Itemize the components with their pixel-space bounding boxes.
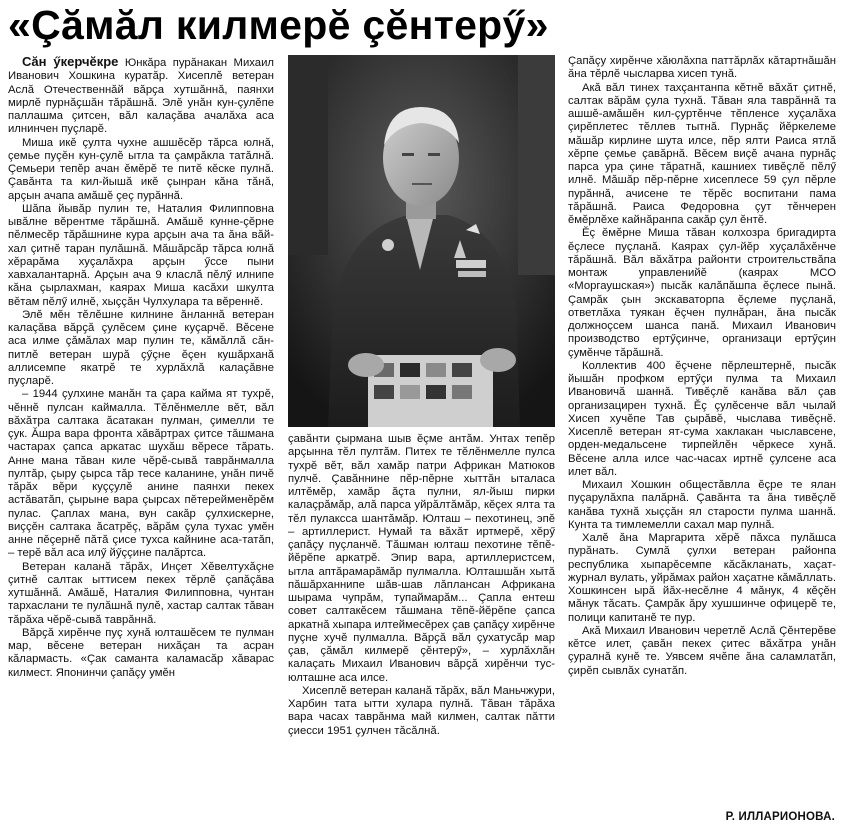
lead-words: Сӑн ӳкерчӗкре: [22, 55, 119, 69]
paragraph: Ĕç ӗмӗрне Миша тӑван колхозра бригадирта ӗçлесе пуçланӑ. Каярах çул-йӗр хуçалӑхӗнче тӑрӑшнӑ. Вӑл вӑхӑтра районти строительствӑпа монтаж управленийӗ (каярах МСО «Моргаушская») пысӑк калӑпӑшпа ӗçлесе пынӑ. Çамрӑк çын экскаваторпа ӗçлеме пуçланӑ, ответлӑха туякан ӗçчен пулнӑран, ӑна пысӑк должноçсем шанса панӑ. Михаил Иванович производство ертӳçинче, организаци ертӳçин çумӗнче тӑрӑшнӑ.: [568, 227, 836, 359]
paragraph: Шӑпа йывӑр пулин те, Наталия Филипповна ывӑлне вӗрентме тӑрӑшнӑ. Амӑшӗ кунне-çӗрне пӗлмесӗр тӑрӑшнине кура арçын ача та ӑна вӑй-хал çитнӗ таран пулӑшнӑ. Мӑшӑрсӑр тӑрса юлнӑ хӗрарӑма хуçалӑхра арçын ӳссе пыни хавхалантарнӑ. Арçын ача 9 класлӑ пӗлӳ илнипе кӑна çырлахман, каярах Миша касӑхи шкулта вӗтам пӗлӳ илнӗ, хыççӑн Чулхулара та вӗреннӗ.: [8, 202, 274, 308]
paragraph: Акӑ Михаил Иванович черетлӗ Аслӑ Çӗнтерӗве кӗтсе илет, çавӑн пекех çитес вӑхӑтра унӑн çуралнӑ кунӗ те. Уявсем ячӗпе ӑна саламлатӑп, çирӗп сывлӑх сунатӑп.: [568, 624, 836, 677]
author-signature: Р. ИЛЛАРИОНОВА.: [725, 811, 835, 823]
headline: «Çӑмӑл килмерӗ çӗнтерӳ»: [8, 2, 549, 48]
paragraph: Михаил Хошкин общестӑвлла ӗçре те ялан пуçарулӑхпа палӑрнӑ. Çавӑнта та ӑна тивӗçлӗ канӑва тухнӑ хыççӑн ял старости пулма шаннӑ. Кунта та тимлемелли сахал мар пулнӑ.: [568, 479, 836, 531]
paragraph: Коллектив 400 ӗçчене пӗрлештернӗ, пысӑк йышӑн профком ертӳçи пулма та Михаил Ивановичӑ шаннӑ. Тивӗçлӗ канӑва вӑл çав организацирен тухнӑ. Ĕç çулӗсенче вӑл чылай Хисеп хучӗпе Тав çырӑвӗ, чыслава тивӗçнӗ. Хисеплӗ ветеран ят-сума хаклакан чыславсене, орден-медальсене тирпейлӗн чӗркесе хунӑ. Вӗсене алла илсе час-часах иртнӗ çулсене аса илет вӑл.: [568, 359, 836, 478]
paragraph: Сӑн ӳкерчӗкре Юнкӑра пурӑнакан Михаил Иванович Хошкина куратӑр. Хисеплӗ ветеран Аслӑ Отечественнӑй вӑрҫа хутшӑннӑ, паянхи мирлӗ пурнӑҫшӑн тӑрӑшнӑ. Элӗ унӑн кун-çулӗпе паллашма çитсен, вӑл калаçӑва ачалӑха аса илнинчен пуçларӗ.: [8, 55, 274, 136]
article-column-3: [568, 55, 836, 807]
paragraph: Миша икӗ çулта чухне ашшӗсӗр тӑрса юлнӑ, çемье пуçӗн кун-çулӗ ытла та çамрӑкла татӑлнӑ. Çемьери тепӗр ачан ӗмӗрӗ те питӗ кӗске пулнӑ. Çавӑнта та кил-йышӑ икӗ çынран кӑна тӑнӑ, арçын ачапа амӑшӗ çеç пурӑннӑ.: [8, 136, 274, 202]
veteran-portrait-image: [288, 55, 555, 427]
paragraph: Вӑрҫӑ хирӗнче пуç хунӑ юлташӗсем те пулман мар, вӗсене ветеран нихӑçан та асран кӑлармасть. «Çак саманта каламасӑр хӑварас килмест. Японинчи çапӑçу умӗн: [8, 626, 274, 679]
paragraph: Çапӑçу хирӗнче хӑюлӑхпа паттӑрлӑх кӑтартнӑшӑн ӑна тӗрлӗ чысларва хисеп тунӑ.: [568, 55, 836, 81]
paragraph: Ветеран каланӑ тӑрӑх, Инçет Хӗвелтухӑçне çитнӗ салтак ыттисем пекех тӗрлӗ çапӑçӑва хутшӑннӑ. Амӑшӗ, Наталия Филипповна, чунтан тархаслани те пулӑшнӑ пулӗ, хастар салтак тӑван тӑрӑха чӗрӗ-сывӑ таврӑннӑ.: [8, 560, 274, 626]
paragraph: Акӑ вӑл тинех тахçантанпа кӗтнӗ вӑхӑт çитнӗ, салтак вӑрӑм çула тухнӑ. Тӑван яла таврӑннӑ та ашшӗ-амӑшӗн кил-çуртӗнче тӗпленсе хуçалӑха çирӗплетес тӗллев тытнӑ. Пурнӑç йӗркелеме мӑшӑр кирлине шута илсе, пӗр ялти Раиса ятлӑ хӗрпе çемье çавӑрнӑ. Вӗсем виçӗ ачана пурнӑç парса ура çине тӑратнӑ, кашниех тивӗçлӗ пӗлӳ илнӗ. Мӑшӑр пӗр-пӗрне хисеплесе 59 çул пӗрле пурӑннӑ, ачисене те тӗрӗс воспитани пама тӑрӑшнӑ. Раиса Федоровна çут тӗнчерен ӗмӗрлӗхе кайнӑранпа сакӑр çул ӗнтӗ.: [568, 81, 836, 226]
article-column-1: [8, 55, 274, 827]
paragraph: Халӗ ӑна Маргарита хӗрӗ пӑхса пулӑшса пурӑнать. Сумлӑ çулхи ветеран районпа республика хыпарӗсемпе кӑсӑкланать, хаçат-журнал вулать, уйрӑмах район хаçатне кӑмӑллать. Хошкинсен ырӑ йӑх-несӗлне 4 мӑнук, 4 кӗçӗн мӑнук тӑсать. Çамрӑк ӑру хушшинче офицерӗ те, полици капитанӗ те пур.: [568, 532, 836, 624]
paragraph: çавӑнти çырмана шыв ӗçме антӑм. Унтах тепӗр арçынна тӗл пултӑм. Питех те тӗлӗнмелле пулса тухрӗ вӗт, вӑл хамӑр патри Африкан Матюков пулчӗ. Çавӑннине пӗр-пӗрне хыттӑн ыталаса илтӗмӗр, хамӑр ăçта пулни, ял-йыш пирки калаçрӑмӑр, алӑ парса уйрӑлтӑмӑр, кӗçех ялта та тӗл пулаксса шантӑмӑр. Юлташ – пехотинец, эпӗ – артиллерист. Нумай та вӑхӑт иртмерӗ, хӗрӳ çапӑçу пуçланчӗ. Тӑшман юлташ пехотине тӗпӗ-йӗрӗпе аркатрӗ. Эпир вара, артиллеристсем, ытла аптӑрамарӑмӑр пулмалла. Юлташшӑн хытӑ пӑшӑрханнипе шӑв-шав лӑплансан Африкана шырама чупрӑм, тупаймарӑм... Çапла ентеш совет салтакӗсем тӑшмана тӗпӗ-йӗрӗпе çапса аркатнӑ хыпара илтеймесӗрех çав çапӑçу хирӗнче пуçне хучӗ пулмалла. Вӑрҫӑ вӑл çухатусӑр мар çав, çӑмӑл килмерӗ çӗнтерӳ», – хурлӑхлӑн калаçать Михаил Иванович вӑрҫӑ хирӗнчи тус-юлташне аса илсе.: [288, 433, 555, 684]
paragraph: Хисеплӗ ветеран каланӑ тӑрӑх, вӑл Маньчжури, Харбин тата ытти хулара пулнӑ. Тӑван тӑрӑха вара часах таврӑнма май килмен, салтак пӑтти çиесси 1951 çулчен тӑсӑлнӑ.: [288, 684, 555, 737]
article-column-2: [288, 433, 555, 827]
veteran-photo: [288, 55, 555, 427]
paragraph: – 1944 çулхине манӑн та çара кайма ят тухрӗ, чӗннӗ пулсан каймалла. Тӗлӗнмелле вӗт, вӑл вӑхӑтра салтака ӑсатакан пулман, çимелли те çук. Ăшра вара фронта хӑвӑртрах çитсе тӑшмана частарах çапса аркатас шухӑш вӗресе тӑрать. Анне мана тӑван киле чӗрӗ-сывӑ таврӑнмалла пултӑр, çыру çырса тӑр тесе каланине, унӑн пичӗ тӑрӑх вӗри куççулӗ анине паянхи пекех астӑватӑп, çырыне вара çырсах пӗтерейменӗрӗм пулас. Çаплах мана, вун сакӑр çулхискерне, виççӗн салтака ӑсатрӗç, вӑрӑм çула тухас умӗн анне пӗçернӗ пӑтӑ çисе тухса кайнине аса-татӑп, – терӗ вӑл аса илӳ йӳççине палӑртса.: [8, 388, 274, 560]
paragraph: Элӗ мӗн тӗлӗшне килнине ӑнланнӑ ветеран калаçӑва вӑрҫӑ çулӗсем çине куçарчӗ. Вӗсене аса илме çӑмӑлах мар пулин те, кӑмӑллӑ сӑн-питлӗ ветеран шурӑ çӳçне ӗçен кушӑрханӑ аллисемпе якатрӗ те хурлӑхлӑ калаçӑвне пуçларӗ.: [8, 308, 274, 387]
